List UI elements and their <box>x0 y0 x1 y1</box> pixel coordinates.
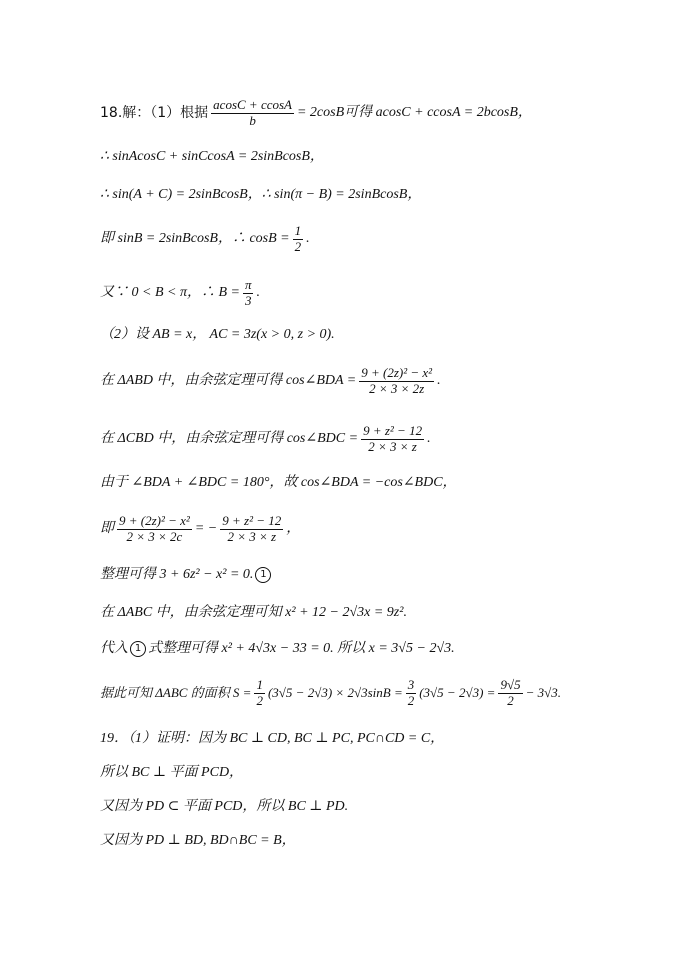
fraction-numerator: 1 <box>294 222 302 238</box>
equation-line <box>100 468 628 498</box>
equation-line <box>100 792 628 822</box>
line-text: . <box>427 431 431 446</box>
circled-number-marker: 1 <box>130 641 146 657</box>
fraction-numerator: 1 <box>256 676 263 692</box>
line-text: ∴ sinAcosC + sinCcosA = 2sinBcosB， <box>100 149 324 164</box>
fraction <box>254 678 265 709</box>
fraction-denominator: 2 <box>294 238 302 254</box>
line-text: 即 <box>100 521 114 536</box>
line-text: 又因为 PD ⊂ 平面 PCD，所以 BC ⊥ PD. <box>100 799 349 814</box>
fraction-numerator: 9 + (2z)² − x² <box>361 364 433 380</box>
equation-line <box>100 678 628 708</box>
fraction <box>117 514 192 545</box>
line-text: . <box>256 285 260 300</box>
fraction-denominator: 2 <box>256 692 263 708</box>
line-text: 在 ΔABD 中，由余弦定理可得 cos∠BDA = <box>100 373 357 388</box>
fraction-denominator: 3 <box>244 292 252 308</box>
fraction-numerator: 9√5 <box>500 676 521 692</box>
solution-18-header-line <box>100 98 628 128</box>
equation-line <box>100 366 628 396</box>
line-text: (3√5 − 2√3) = <box>419 685 496 700</box>
line-text: 在 ΔCBD 中，由余弦定理可得 cos∠BDC = <box>100 431 359 446</box>
equation-line <box>100 142 628 172</box>
fraction <box>361 424 424 455</box>
equation-line <box>100 320 628 350</box>
solution-19-header-line <box>100 724 628 754</box>
fraction-denominator: 2 <box>507 692 514 708</box>
line-text: 又∵ 0 < B < π，∴ B = <box>100 285 240 300</box>
fraction-denominator: 2 × 3 × 2c <box>126 528 183 544</box>
equation-line <box>100 826 628 856</box>
fraction-numerator: acosC + ccosA <box>213 96 292 112</box>
line-text: 所以 BC ⊥ 平面 PCD， <box>100 765 244 780</box>
equation-line <box>100 424 628 454</box>
fraction-denominator: 2 × 3 × 2z <box>369 380 425 396</box>
line-text: 整理可得 3 + 6z² − x² = 0. <box>100 567 254 582</box>
line-text: − 3√3. <box>525 685 562 700</box>
equation-line <box>100 598 628 628</box>
equation-line <box>100 560 628 590</box>
equation-line <box>100 634 628 664</box>
line-text: 式整理可得 x² + 4√3x − 33 = 0. 所以 x = 3√5 − 2√3. <box>148 641 455 656</box>
fraction-denominator: 2 <box>407 692 415 708</box>
line-text: = − <box>194 521 218 536</box>
fraction <box>293 224 304 255</box>
line-text: 代入 <box>100 641 128 656</box>
line-text: ， <box>286 521 301 536</box>
fraction-numerator: 9 + (2z)² − x² <box>119 512 190 528</box>
fraction <box>498 678 522 709</box>
line-text: 据此可知 ΔABC 的面积 S = <box>100 685 252 700</box>
fraction <box>359 366 434 397</box>
line-text: 19．（1）证明：因为 BC ⊥ CD, BC ⊥ PC, PC∩CD = C， <box>100 731 445 746</box>
equation-line <box>100 758 628 788</box>
fraction-numerator: π <box>244 276 252 292</box>
equation-line <box>100 278 628 308</box>
line-text: （2）设 AB = x， AC = 3z(x > 0, z > 0). <box>100 327 335 342</box>
fraction <box>220 514 283 545</box>
fraction-numerator: 9 + z² − 12 <box>222 512 282 528</box>
line-text: (3√5 − 2√3) × 2√3sinB = <box>267 685 403 700</box>
fraction-numerator: 9 + z² − 12 <box>363 422 423 438</box>
equation-line <box>100 180 628 210</box>
line-text: 由于 ∠BDA + ∠BDC = 180°，故 cos∠BDA = −cos∠BDC， <box>100 475 457 490</box>
equation-line <box>100 224 628 254</box>
line-text: 即 sinB = 2sinBcosB，∴ cosB = <box>100 231 290 246</box>
fraction <box>406 678 417 709</box>
line-text: . <box>437 373 441 388</box>
fraction <box>243 278 254 309</box>
line-text: = 2cosB可得 acosC + ccosA = 2bcosB， <box>296 105 532 120</box>
fraction-denominator: b <box>249 112 256 128</box>
line-text: 又因为 PD ⊥ BD, BD∩BC = B， <box>100 833 296 848</box>
circled-number-marker: 1 <box>255 567 271 583</box>
equation-line <box>100 514 628 544</box>
fraction-denominator: 2 × 3 × z <box>368 438 417 454</box>
line-text: 在 ΔABC 中，由余弦定理可知 x² + 12 − 2√3x = 9z². <box>100 605 407 620</box>
line-text: ∴ sin(A + C) = 2sinBcosB，∴ sin(π − B) = 2sinBcosB， <box>100 187 422 202</box>
fraction-denominator: 2 × 3 × z <box>227 528 277 544</box>
fraction-numerator: 3 <box>407 676 415 692</box>
line-text: . <box>306 231 310 246</box>
line-text: 18.解：（1）根据 <box>100 105 209 121</box>
fraction <box>211 98 294 129</box>
